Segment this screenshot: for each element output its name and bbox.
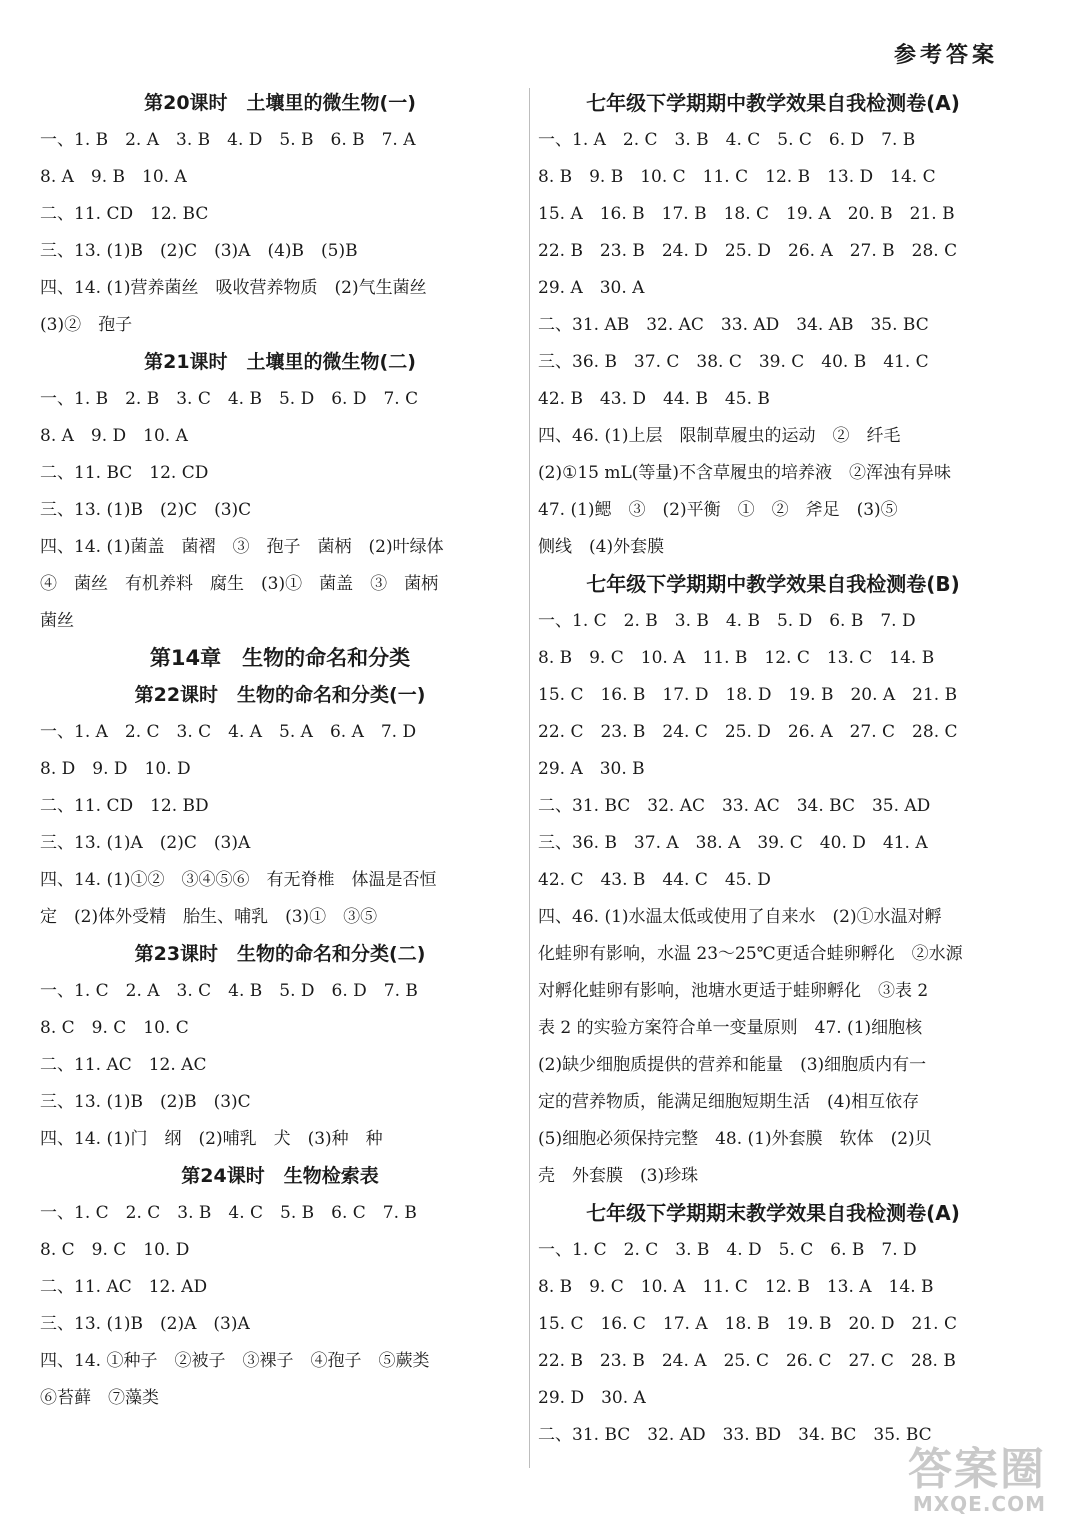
answer-line: 15. A 16. B 17. B 18. C 19. A 20. B 21. B bbox=[538, 204, 955, 224]
answer-line: (2)缺少细胞质提供的营养和能量 (3)细胞质内有一 bbox=[538, 1055, 927, 1075]
answer-line: 8. A 9. D 10. A bbox=[40, 426, 188, 446]
test-section-title: 七年级下学期期中教学效果自我检测卷(A) bbox=[586, 91, 960, 115]
answer-line: 壳 外套膜 (3)珍珠 bbox=[538, 1166, 699, 1186]
answer-line: 四、14. (1)①② ③④⑤⑥ 有无脊椎 体温是否恒 bbox=[40, 870, 437, 890]
answer-line: 三、13. (1)B (2)A (3)A bbox=[40, 1314, 250, 1334]
answer-line: 一、1. C 2. B 3. B 4. B 5. D 6. B 7. D bbox=[538, 611, 916, 631]
lesson-title: 第24课时 生物检索表 bbox=[181, 1165, 379, 1187]
answer-line: 三、36. B 37. C 38. C 39. C 40. B 41. C bbox=[538, 352, 929, 372]
watermark-site-text: MXQE.COM bbox=[912, 1492, 1046, 1516]
answer-line: 三、13. (1)B (2)C (3)C bbox=[40, 500, 252, 520]
answer-line: 一、1. C 2. C 3. B 4. C 5. B 6. C 7. B bbox=[40, 1203, 417, 1223]
answer-line: 8. B 9. B 10. C 11. C 12. B 13. D 14. C bbox=[538, 167, 936, 187]
answer-line: 对孵化蛙卵有影响，池塘水更适于蛙卵孵化 ③表 2 bbox=[538, 981, 929, 1001]
answer-line: 二、11. AC 12. AD bbox=[40, 1277, 208, 1297]
answer-line: 一、1. C 2. A 3. C 4. B 5. D 6. D 7. B bbox=[40, 981, 418, 1001]
answer-line: 29. A 30. A bbox=[538, 278, 645, 298]
right-column bbox=[538, 85, 1008, 1454]
answer-line: 22. B 23. B 24. D 25. D 26. A 27. B 28. C bbox=[538, 241, 958, 261]
chapter-title: 第14章 生物的命名和分类 bbox=[149, 646, 411, 670]
answer-line: 8. B 9. C 10. A 11. C 12. B 13. A 14. B bbox=[538, 1277, 934, 1297]
answer-line: 四、14. (1)门 纲 (2)哺乳 犬 (3)种 种 bbox=[40, 1129, 383, 1149]
answer-line: (5)细胞必须保持完整 48. (1)外套膜 软体 (2)贝 bbox=[538, 1129, 932, 1149]
answer-line: (3)② 孢子 bbox=[40, 315, 133, 335]
answer-line: 侧线 (4)外套膜 bbox=[538, 537, 665, 557]
lesson-title: 第21课时 土壤里的微生物(二) bbox=[144, 351, 416, 373]
answer-line: 二、11. CD 12. BD bbox=[40, 796, 209, 816]
answer-line: 22. C 23. B 24. C 25. D 26. A 27. C 28. C bbox=[538, 722, 958, 742]
answer-line: 二、11. BC 12. CD bbox=[40, 463, 209, 483]
watermark-logo bbox=[908, 1444, 1046, 1516]
answer-line: 三、36. B 37. A 38. A 39. C 40. D 41. A bbox=[538, 833, 928, 853]
watermark-logo-text: 答案圈 bbox=[908, 1444, 1046, 1495]
test-section-title: 七年级下学期期中教学效果自我检测卷(B) bbox=[586, 572, 960, 596]
answer-line: 定的营养物质，能满足细胞短期生活 (4)相互依存 bbox=[538, 1092, 920, 1112]
answer-line: 8. C 9. C 10. C bbox=[40, 1018, 189, 1038]
answer-line: ④ 菌丝 有机养料 腐生 (3)① 菌盖 ③ 菌柄 bbox=[40, 574, 439, 594]
answer-line: 二、31. AB 32. AC 33. AD 34. AB 35. BC bbox=[538, 315, 929, 335]
answer-line: 一、1. C 2. C 3. B 4. D 5. C 6. B 7. D bbox=[538, 1240, 917, 1260]
answer-line: 8. C 9. C 10. D bbox=[40, 1240, 190, 1260]
answer-line: 四、46. (1)上层 限制草履虫的运动 ② 纤毛 bbox=[538, 426, 901, 446]
answer-line: 定 (2)体外受精 胎生、哺乳 (3)① ③⑤ bbox=[40, 907, 378, 927]
answer-line: 一、1. B 2. B 3. C 4. B 5. D 6. D 7. C bbox=[40, 389, 419, 409]
lesson-title: 第20课时 土壤里的微生物(一) bbox=[144, 92, 416, 114]
answer-line: 15. C 16. C 17. A 18. B 19. B 20. D 21. C bbox=[538, 1314, 957, 1334]
answer-line: 三、13. (1)B (2)C (3)A (4)B (5)B bbox=[40, 241, 358, 261]
answer-line: 四、14. ①种子 ②被子 ③裸子 ④孢子 ⑤蕨类 bbox=[40, 1351, 430, 1371]
answer-line: 8. A 9. B 10. A bbox=[40, 167, 187, 187]
lesson-title: 第23课时 生物的命名和分类(二) bbox=[134, 943, 426, 965]
left-column bbox=[40, 85, 520, 1417]
answer-line: 42. C 43. B 44. C 45. D bbox=[538, 870, 771, 890]
answer-line: 化蛙卵有影响，水温 23～25℃更适合蛙卵孵化 ②水源 bbox=[538, 944, 963, 964]
answer-line: 四、46. (1)水温太低或使用了自来水 (2)①水温对孵 bbox=[538, 907, 942, 927]
answer-line: 二、11. CD 12. BC bbox=[40, 204, 209, 224]
answer-line: 29. A 30. B bbox=[538, 759, 645, 779]
answer-line: 三、13. (1)A (2)C (3)A bbox=[40, 833, 251, 853]
answer-line: 42. B 43. D 44. B 45. B bbox=[538, 389, 770, 409]
answer-line: 8. B 9. C 10. A 11. B 12. C 13. C 14. B bbox=[538, 648, 935, 668]
test-section-title: 七年级下学期期末教学效果自我检测卷(A) bbox=[586, 1201, 960, 1225]
answer-line: 四、14. (1)营养菌丝 吸收营养物质 (2)气生菌丝 bbox=[40, 278, 427, 298]
answer-line: 二、31. BC 32. AC 33. AC 34. BC 35. AD bbox=[538, 796, 931, 816]
answer-line: 一、1. A 2. C 3. C 4. A 5. A 6. A 7. D bbox=[40, 722, 417, 742]
answer-line: 三、13. (1)B (2)B (3)C bbox=[40, 1092, 251, 1112]
answer-line: 一、1. A 2. C 3. B 4. C 5. C 6. D 7. B bbox=[538, 130, 916, 150]
lesson-title: 第22课时 生物的命名和分类(一) bbox=[134, 684, 426, 706]
answer-line: 15. C 16. B 17. D 18. D 19. B 20. A 21. B bbox=[538, 685, 958, 705]
page-header-title: 参考答案 bbox=[893, 43, 998, 68]
answer-line: 表 2 的实验方案符合单一变量原则 47. (1)细胞核 bbox=[538, 1018, 923, 1038]
answer-line: 菌丝 bbox=[40, 611, 74, 631]
column-divider bbox=[529, 88, 530, 1468]
answer-line: 四、14. (1)菌盖 菌褶 ③ 孢子 菌柄 (2)叶绿体 bbox=[40, 537, 444, 557]
answer-line: (2)①15 mL(等量)不含草履虫的培养液 ②浑浊有异味 bbox=[538, 463, 952, 483]
answer-line: 一、1. B 2. A 3. B 4. D 5. B 6. B 7. A bbox=[40, 130, 416, 150]
answer-line: 22. B 23. B 24. A 25. C 26. C 27. C 28. B bbox=[538, 1351, 956, 1371]
answer-line: 二、11. AC 12. AC bbox=[40, 1055, 207, 1075]
answer-line: ⑥苔藓 ⑦藻类 bbox=[40, 1388, 159, 1408]
answer-line: 8. D 9. D 10. D bbox=[40, 759, 191, 779]
answer-line: 47. (1)鳃 ③ (2)平衡 ① ② 斧足 (3)⑤ bbox=[538, 500, 898, 520]
answer-line: 29. D 30. A bbox=[538, 1388, 646, 1408]
answer-line: 二、31. BC 32. AD 33. BD 34. BC 35. BC bbox=[538, 1425, 932, 1445]
